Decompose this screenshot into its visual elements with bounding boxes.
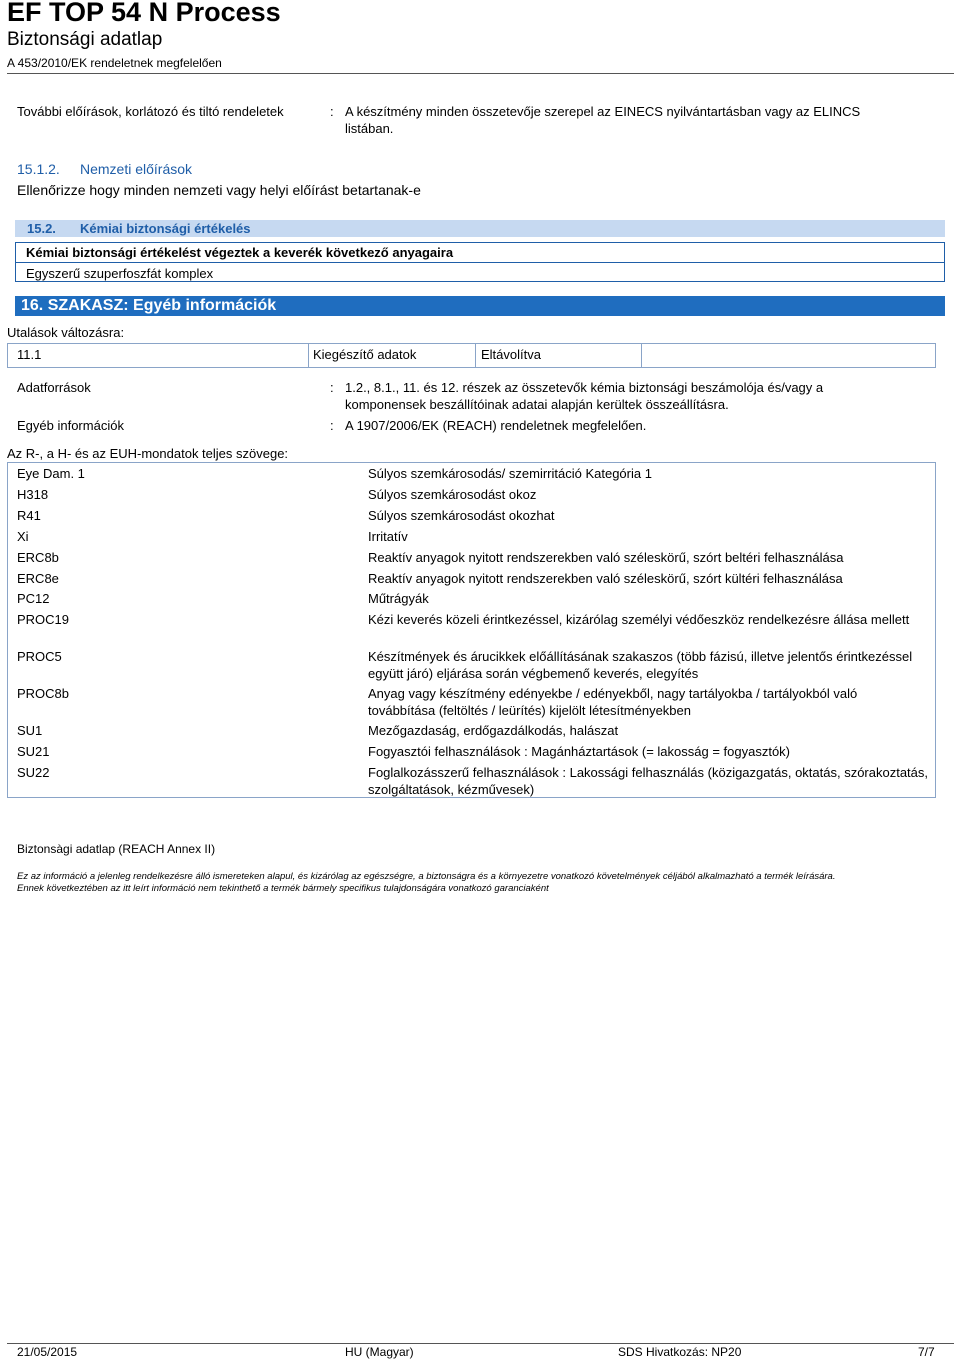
footer-divider — [7, 1343, 954, 1344]
disclaimer: Ez az információ a jelenleg rendelkezésre álló ismereteken alapul, és kizárólag az egészségre, a biztonságra és a környezetre vonatkozó követelmények céljából alkalmazható a termék leírására. Ennek következtében az itt leírt információ nem tekinthető a termék bármely specifikus tulajdonságára vonatkozó garanciaként — [17, 871, 836, 894]
sds-reference-note: Biztonsàgi adatlap (REACH Annex II) — [17, 842, 216, 856]
chemical-safety-box-header: Kémiai biztonsági értékelést végeztek a keverék következő anyagaira — [26, 245, 454, 260]
footer-date: 21/05/2015 — [17, 1345, 78, 1359]
changes-table — [7, 343, 936, 368]
changes-cell-action: Eltávolítva — [481, 347, 541, 362]
section-15-2-bar: 15.2. Kémiai biztonsági értékelés — [15, 220, 945, 237]
footer-language: HU (Magyar) — [345, 1345, 414, 1359]
document-subtitle: Biztonsági adatlap — [7, 29, 163, 50]
changes-cell-subject: Kiegészítő adatok — [313, 347, 417, 362]
footer-page-number: 7/7 — [918, 1345, 935, 1359]
r-phrases-label: Az R-, a H- és az EUH-mondatok teljes szövege: — [7, 446, 289, 461]
r-phrases-table: Eye Dam. 1 Súlyos szemkárosodás/ szemirritáció Kategória 1 H318 Súlyos szemkárosodást okoz R41 Súlyos szemkárosodást okozhat Xi Irritatív ERC8b Reaktív anyagok nyitott rendszerekben való széleskörű, szórt beltéri felhasználása ERC8e Reaktív anyagok nyitott rendszerekben való széleskörű, szórt kültéri felhasználása PC12 Műtrágyák PROC19 Kézi keverés közeli érintkezéssel, kizárólag személyi védőeszköz rendelkezésre állása mellett PROC5 Készítmények és árucikkek előállításának szakaszos (több fázisú, illetve jelentős érintkezéssel együtt járó) eljárása során végbemenő keverés, elegyítés PROC8b Anyag vagy készítmény edényekbe / edényekből, nagy tartályokba / tartályokból való továbbítása (feltöltés / leürítés) kijelölt létesítményekben SU1 Mezőgazdaság, erdőgazdálkodás, halászat SU21 Fogyasztói felhasználások : Magánháztartások (= lakosság = fogyasztók) SU22 Foglalkozásszerű felhasználások : Lakossági felhasználás (közigazgatás, oktatás, szórakoztatás, szolgáltatások, kézművesek) — [7, 462, 936, 798]
section-16-heading: 16. SZAKASZ: Egyéb információk — [15, 296, 945, 316]
chemical-safety-box — [15, 242, 945, 282]
data-sources-value: 1.2., 8.1., 11. és 12. részek az összetevők kémia biztonsági beszámolója és/vagy a komponensek beszállítóinak adatai alapján kerültek összeállításra. — [345, 380, 824, 412]
chemical-safety-box-value: Egyszerű szuperfoszfát komplex — [26, 266, 214, 281]
changes-cell-section: 11.1 — [17, 347, 42, 362]
changes-label: Utalások változásra: — [7, 325, 125, 340]
data-sources-label: Adatforrások — [17, 380, 91, 395]
further-regulations-label: További előírások, korlátozó és tiltó rendeletek — [17, 104, 284, 119]
other-info-value: A 1907/2006/EK (REACH) rendeletnek megfelelően. — [345, 418, 647, 433]
section-15-1-2-heading: 15.1.2. Nemzeti előírások — [17, 161, 193, 177]
other-info-label: Egyéb információk — [17, 418, 124, 433]
data-sources-colon: : — [330, 380, 334, 395]
regulation-note: A 453/2010/EK rendeletnek megfelelően — [7, 56, 222, 70]
other-info-colon: : — [330, 418, 334, 433]
footer-sds-reference: SDS Hivatkozás: NP20 — [618, 1345, 742, 1359]
further-regulations-colon: : — [330, 104, 334, 119]
document-title: EF TOP 54 N Process — [7, 0, 281, 27]
further-regulations-value: A készítmény minden összetevője szerepel az EINECS nyilvántartásban vagy az ELINCS listában. — [345, 104, 861, 136]
header-divider — [7, 73, 954, 74]
national-regulations-text: Ellenőrizze hogy minden nemzeti vagy helyi előírást betartanak-e — [17, 182, 421, 198]
